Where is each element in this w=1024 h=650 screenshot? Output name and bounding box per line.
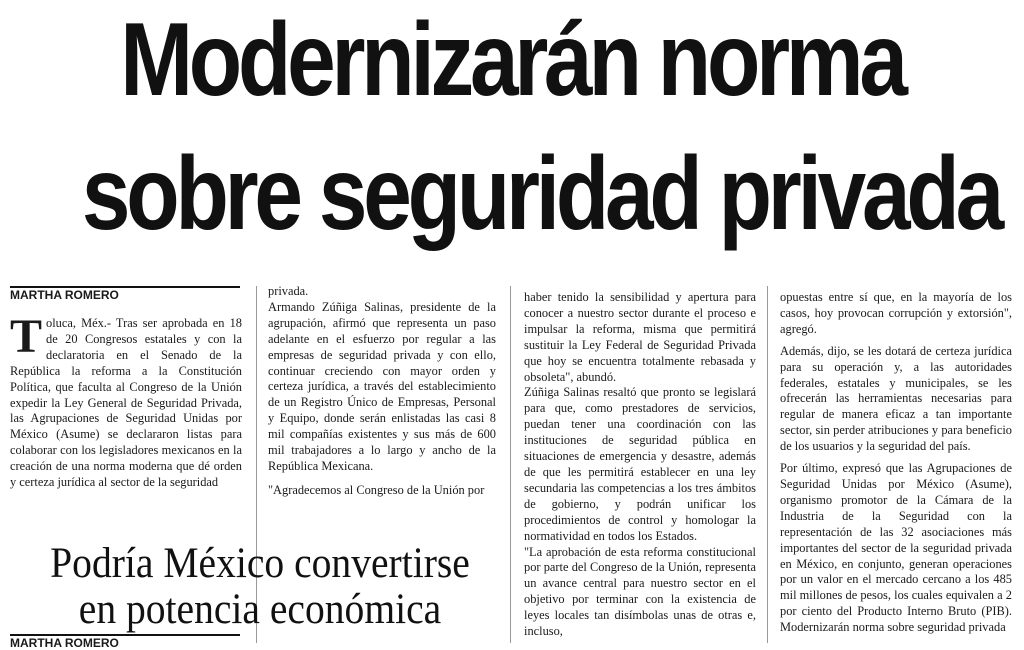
column-1-paragraph — [10, 316, 242, 491]
column-2-paragraph-1: privada. — [268, 284, 309, 298]
column-3-paragraph-2: Zúñiga Salinas resaltó que pronto se legislará para que, como prestadores de servicios, puedan tener una coordinación con las instituciones de seguridad pública en situaciones de emergencia y desastre, además de que les permitirá establecer en una ley secundaria las competencias a los tres ámbitos de gobierno, y podrán unificar los procedimientos de control y homologar la normatividad en todos los Estados. — [524, 385, 756, 543]
second-byline: MARTHA ROMERO — [10, 634, 240, 650]
drop-cap: T — [10, 316, 43, 363]
column-2-paragraph-3: "Agradecemos al Congreso de la Unión por — [268, 482, 485, 497]
column-rule — [767, 286, 768, 643]
byline: MARTHA ROMERO — [10, 286, 240, 302]
column-3 — [524, 290, 756, 643]
second-headline-line-2: en potencia económica — [78, 586, 442, 633]
headline-line-2: sobre seguridad privada — [81, 136, 1000, 252]
headline-line-1: Modernizarán norma — [120, 2, 904, 118]
column-4 — [780, 290, 1012, 643]
second-headline-line-1: Podría México convertirse — [50, 540, 470, 587]
column-1 — [10, 316, 242, 516]
column-1-text: oluca, Méx.- Tras ser aprobada en 18 de 20 Congresos estatales y con la declaratoria en el Senado de la República la reforma a la Constitución Política, que faculta al Congreso de la Unión expedir la Ley General de Seguridad Privada, las Agrupaciones de Seguridad Unidas por México (Asume) se declararon listas para colaborar con los legisladores mexicanos en la creación de una norma moderna que dé orden y certeza jurídica al sector de la seguridad — [10, 316, 242, 490]
column-3-paragraph-3: "La aprobación de esta reforma constitucional por parte del Congreso de la Unión, representa un avance central para nuestro sector en el objetivo por terminar con la existencia de leyes locales tan disímbolas unas de otras e, incluso, — [524, 544, 756, 639]
column-4-paragraph-1: opuestas entre sí que, en la mayoría de los casos, hoy provocan corrupción y extorsión", agregó. — [780, 290, 1012, 336]
column-2 — [268, 284, 496, 524]
column-3-paragraph-1: haber tenido la sensibilidad y apertura para conocer a nuestro sector durante el proceso e impulsar la reforma, misma que permitirá sustituir la Ley Federal de Seguridad Privada que hoy se encuentra totalmente rebasada y obsoleta", abundó. — [524, 290, 756, 384]
column-rule — [510, 286, 511, 643]
column-4-paragraph-3: Por último, expresó que las Agrupaciones de Seguridad Unidas por México (Asume), organismo promotor de la Cámara de la Industria de la Seguridad con la representación de las 32 asociaciones más importantes del sector de la seguridad privada en México, en conjunto, generan operaciones por un valor en el mercado cercano a los 485 mil millones de pesos, los cuales equivalen a 2 por ciento del Producto Interno Bruto (PIB). Modernizarán norma sobre seguridad privada — [780, 461, 1012, 635]
column-2-paragraph-2: Armando Zúñiga Salinas, presidente de la agrupación, afirmó que representa un paso adelante en el esfuerzo por regular a las empresas de seguridad privada y con ello, continuar creciendo con mayor orden y certeza jurídica, a través del establecimiento de un Registro Único de Empresas, Personal y Equipo, donde serán enlistadas las casi 8 mil compañías existentes y sus más de 600 mil trabajadores a lo largo y ancho de la República Mexicana. — [268, 299, 496, 473]
column-4-paragraph-2: Además, dijo, se les dotará de certeza jurídica para su operación y, a las autoridades federales, estatales y municipales, se les ofrecerán las herramientas necesarias para regular de manera eficaz a tan importante sector, sin perder atribuciones y para beneficio de los usuarios y la seguridad del país. — [780, 343, 1012, 454]
